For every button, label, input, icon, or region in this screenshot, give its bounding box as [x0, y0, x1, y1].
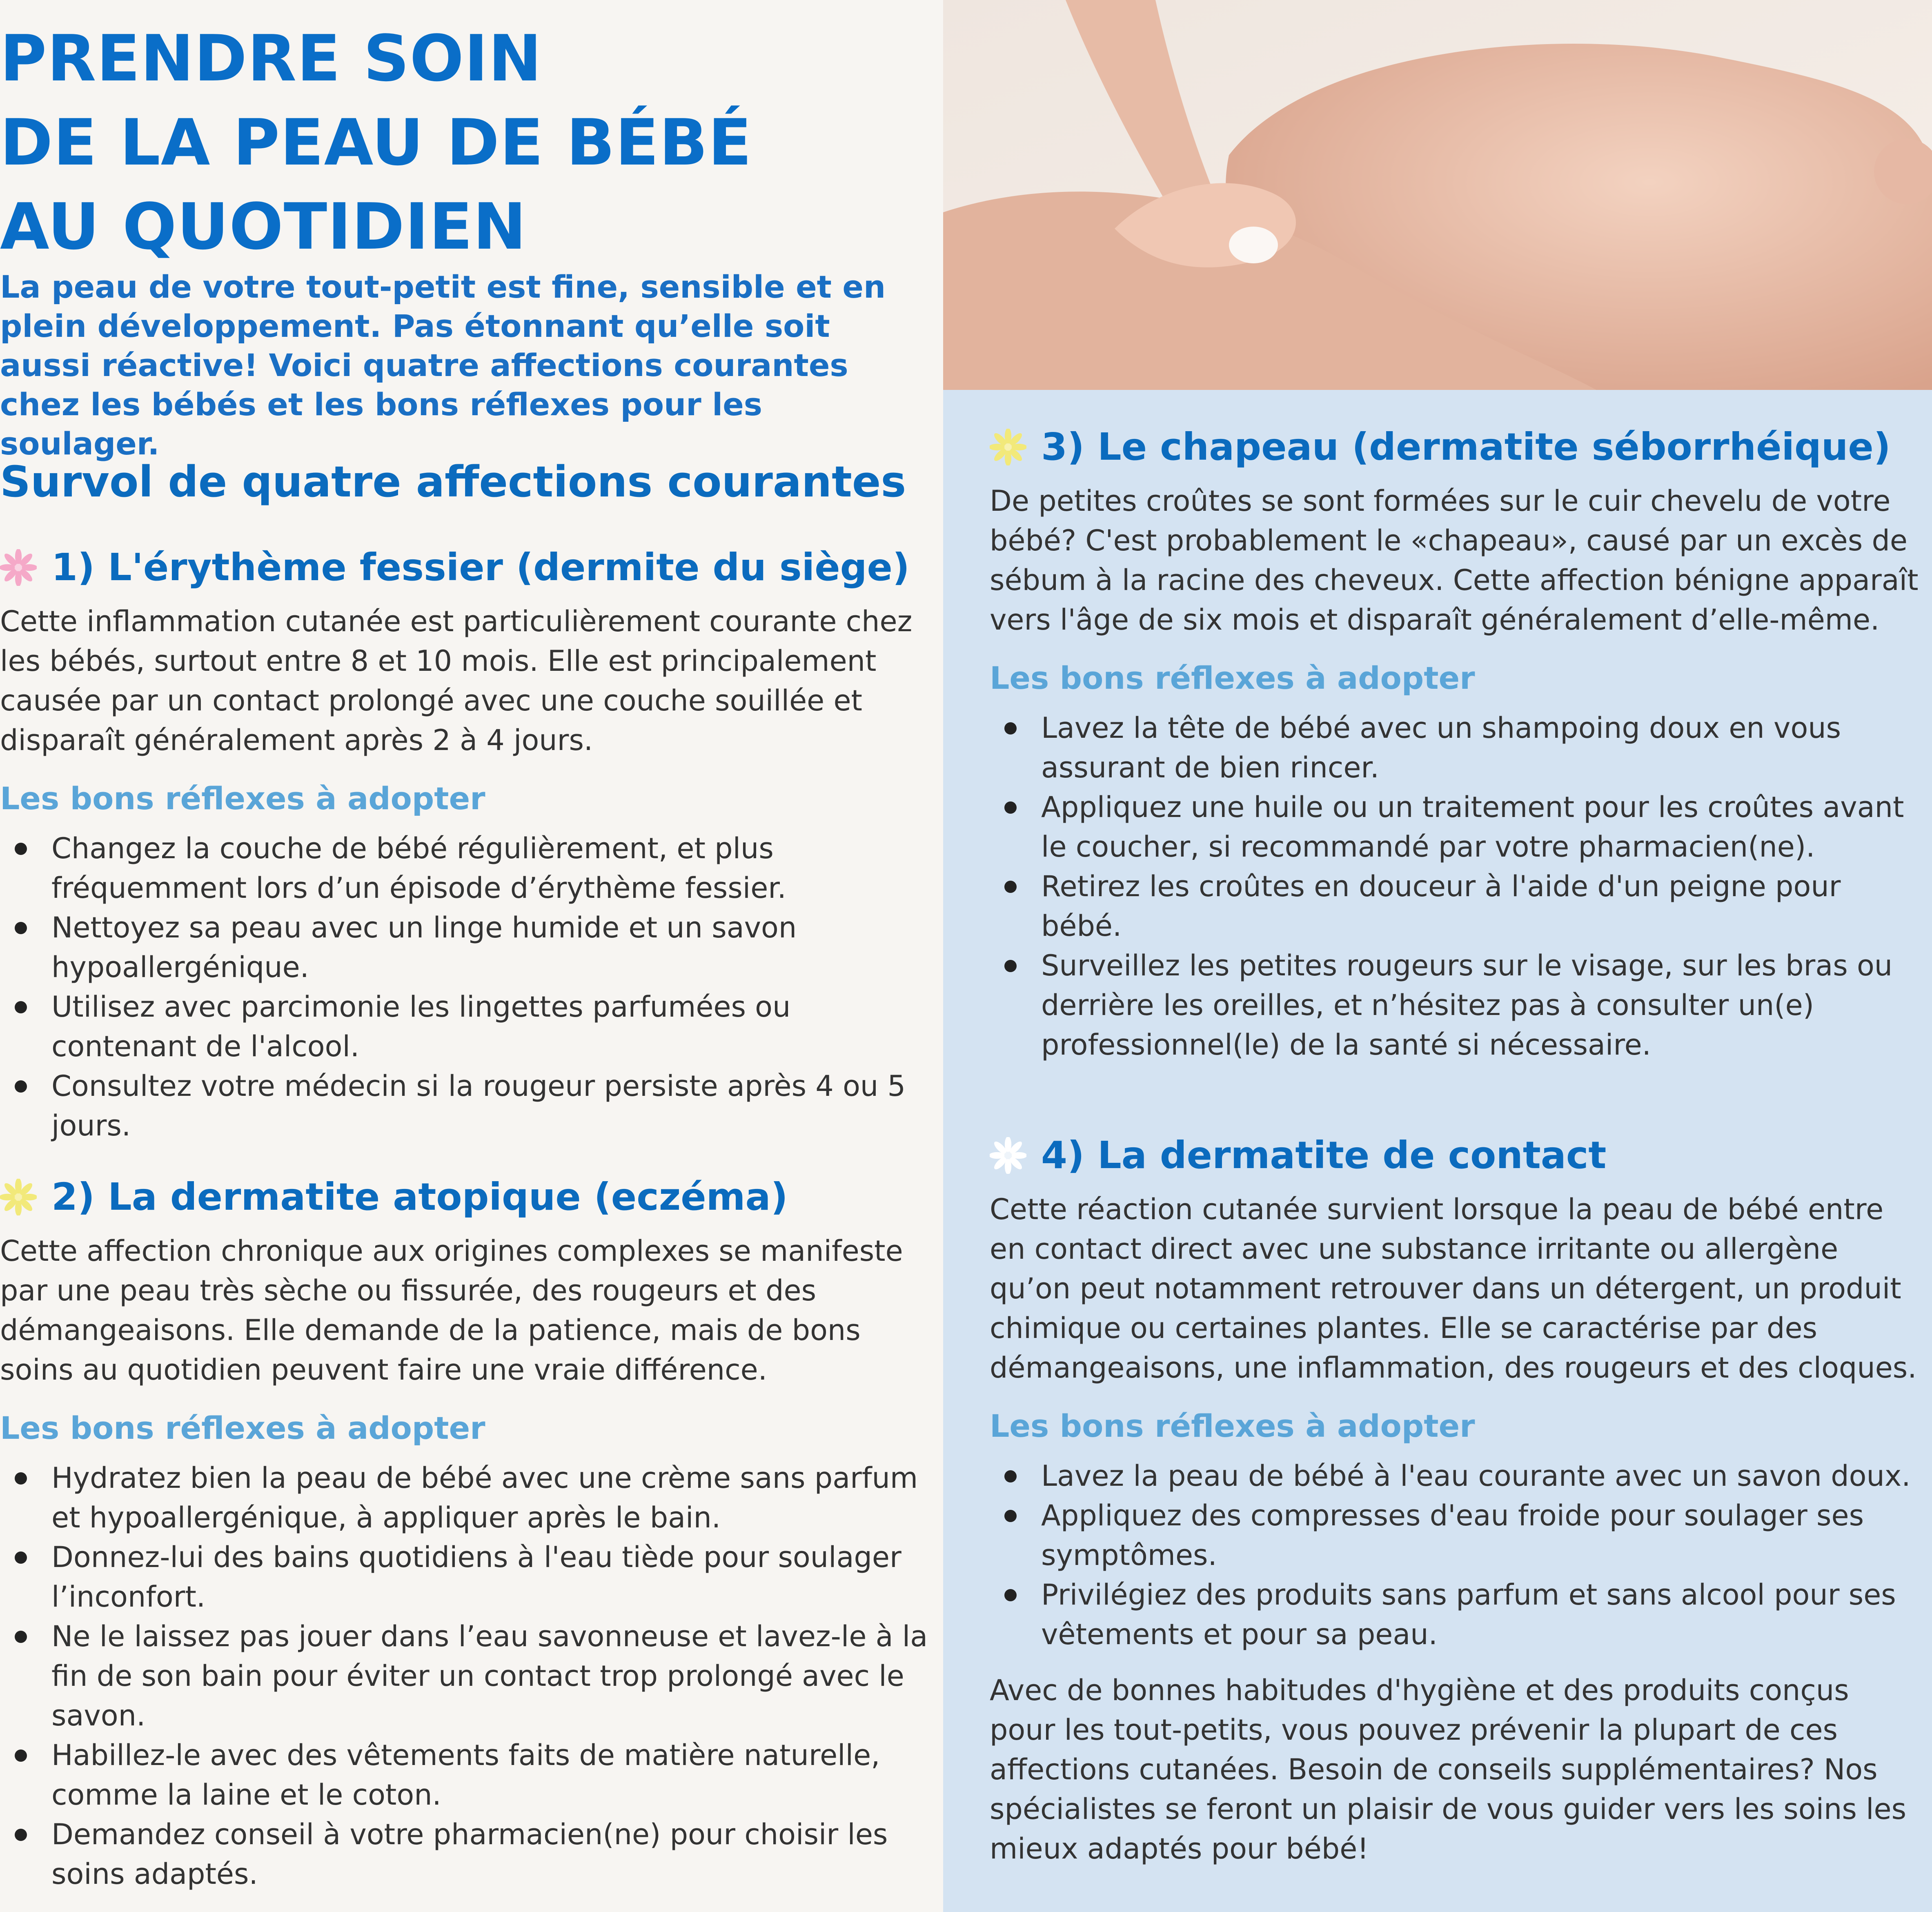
section-4-heading-text: 4) La dermatite de contact	[1041, 1133, 1607, 1177]
list-item: Surveillez les petites rougeurs sur le visage, sur les bras ou derrière les oreilles, et n’hésitez pas à consulter un(e) professionnel(le) de la santé si nécessaire.	[990, 946, 1921, 1065]
section-3	[990, 423, 1921, 1065]
list-item: Nettoyez sa peau avec un linge humide et un savon hypoallergénique.	[0, 908, 935, 987]
section-1	[0, 543, 935, 1146]
yellow-flower-icon	[0, 1179, 37, 1215]
bullet-icon	[15, 1750, 27, 1762]
list-item: Retirez les croûtes en douceur à l'aide d'un peigne pour bébé.	[990, 867, 1921, 946]
section-1-tips-list	[0, 829, 935, 1146]
section-3-tips-list	[990, 708, 1921, 1065]
page-title	[0, 16, 919, 269]
bullet-icon	[15, 922, 27, 934]
section-4	[990, 1131, 1921, 1869]
section-2-body: Cette affection chronique aux origines complexes se manifeste par une peau très sèche ou fissurée, des rougeurs et des démangeaisons. Elle demande de la patience, mais de bons soins au quotidien peuvent faire une vraie différence.	[0, 1234, 903, 1387]
list-item: Utilisez avec parcimonie les lingettes parfumées ou contenant de l'alcool.	[0, 987, 935, 1066]
section-3-body: De petites croûtes se sont formées sur le cuir chevelu de votre bébé? C'est probablement le «chapeau», causé par un excès de sébum à la racine des cheveux. Cette affection bénigne apparaît vers l'âge de six mois et disparaît généralement d’elle-même.	[990, 484, 1919, 637]
list-item: Appliquez une huile ou un traitement pour les croûtes avant le coucher, si recommandé par votre pharmacien(ne).	[990, 788, 1921, 867]
list-item: Consultez votre médecin si la rougeur persiste après 4 ou 5 jours.	[0, 1066, 935, 1146]
bullet-icon	[1004, 801, 1017, 814]
bullet-icon	[1004, 1470, 1017, 1482]
section-2	[0, 1173, 935, 1894]
closing-paragraph: Avec de bonnes habitudes d'hygiène et des produits conçus pour les tout-petits, vous pouvez prévenir la plupart de ces affections cutanées. Besoin de conseils supplémentaires? Nos spécialistes se feront un plaisir de vous guider vers les soins les mieux adaptés pour bébé!	[990, 1674, 1907, 1865]
yellow-flower-icon	[990, 429, 1026, 465]
list-item: Hydratez bien la peau de bébé avec une crème sans parfum et hypoallergénique, à appliquer après le bain.	[0, 1458, 935, 1538]
list-item: Donnez-lui des bains quotidiens à l'eau tiède pour soulager l’inconfort.	[0, 1538, 935, 1617]
bullet-icon	[15, 1631, 27, 1643]
section-4-body: Cette réaction cutanée survient lorsque la peau de bébé entre en contact direct avec une substance irritante ou allergène qu’on peut notamment retrouver dans un détergent, un produit chimique ou certaines plantes. Elle se caractérise par des démangeaisons, une inflammation, des rougeurs et des cloques.	[990, 1193, 1917, 1384]
section-3-heading-text: 3) Le chapeau (dermatite séborrhéique)	[1041, 425, 1891, 469]
white-flower-icon	[990, 1137, 1026, 1174]
title-line-3: AU QUOTIDIEN	[0, 189, 527, 264]
section-3-tips-label: Les bons réflexes à adopter	[990, 660, 1475, 696]
bullet-icon	[15, 1080, 27, 1093]
bullet-icon	[1004, 881, 1017, 893]
list-item: Changez la couche de bébé régulièrement, et plus fréquemment lors d’un épisode d’érythème fessier.	[0, 829, 935, 908]
section-subtitle: Survol de quatre affections courantes	[0, 457, 906, 507]
pink-flower-icon	[0, 549, 37, 586]
bullet-icon	[15, 1551, 27, 1564]
bullet-icon	[1004, 722, 1017, 735]
section-1-tips-label: Les bons réflexes à adopter	[0, 780, 485, 817]
section-1-heading	[0, 543, 935, 592]
bullet-icon	[15, 1829, 27, 1841]
list-item: Appliquez des compresses d'eau froide pour soulager ses symptômes.	[990, 1496, 1921, 1575]
section-2-heading-text: 2) La dermatite atopique (eczéma)	[51, 1175, 788, 1219]
bullet-icon	[15, 1472, 27, 1485]
section-2-tips-list	[0, 1458, 935, 1894]
list-item: Privilégiez des produits sans parfum et sans alcool pour ses vêtements et pour sa peau.	[990, 1575, 1921, 1654]
bullet-icon	[15, 843, 27, 855]
title-line-1: PRENDRE SOIN	[0, 21, 542, 96]
list-item: Demandez conseil à votre pharmacien(ne) pour choisir les soins adaptés.	[0, 1815, 935, 1894]
list-item: Ne le laissez pas jouer dans l’eau savonneuse et lavez-le à la fin de son bain pour éviter un contact trop prolongé avec le savon.	[0, 1617, 935, 1736]
list-item: Lavez la peau de bébé à l'eau courante avec un savon doux.	[990, 1456, 1921, 1496]
bullet-icon	[1004, 1510, 1017, 1522]
section-3-heading	[990, 423, 1921, 472]
section-4-tips-list	[990, 1456, 1921, 1654]
bullet-icon	[1004, 960, 1017, 972]
bullet-icon	[1004, 1589, 1017, 1601]
section-1-body: Cette inflammation cutanée est particulièrement courante chez les bébés, surtout entre 8 et 10 mois. Elle est principalement causée par un contact prolongé avec une couche souillée et disparaît généralement après 2 à 4 jours.	[0, 605, 913, 757]
baby-care-photo	[943, 0, 1932, 390]
title-line-2: DE LA PEAU DE BÉBÉ	[0, 105, 752, 180]
section-2-heading	[0, 1173, 935, 1222]
list-item: Habillez-le avec des vêtements faits de matière naturelle, comme la laine et le coton.	[0, 1736, 935, 1815]
section-4-tips-label: Les bons réflexes à adopter	[990, 1408, 1475, 1444]
section-2-tips-label: Les bons réflexes à adopter	[0, 1410, 485, 1446]
section-1-heading-text: 1) L'érythème fessier (dermite du siège)	[51, 545, 910, 589]
section-4-heading	[990, 1131, 1921, 1180]
intro-paragraph: La peau de votre tout-petit est fine, sensible et en plein développement. Pas étonnant qu’elle soit aussi réactive! Voici quatre affections courantes chez les bébés et les bons réflexes pour les soulager.	[0, 269, 886, 462]
list-item: Lavez la tête de bébé avec un shampoing doux en vous assurant de bien rincer.	[990, 708, 1921, 788]
bullet-icon	[15, 1001, 27, 1013]
